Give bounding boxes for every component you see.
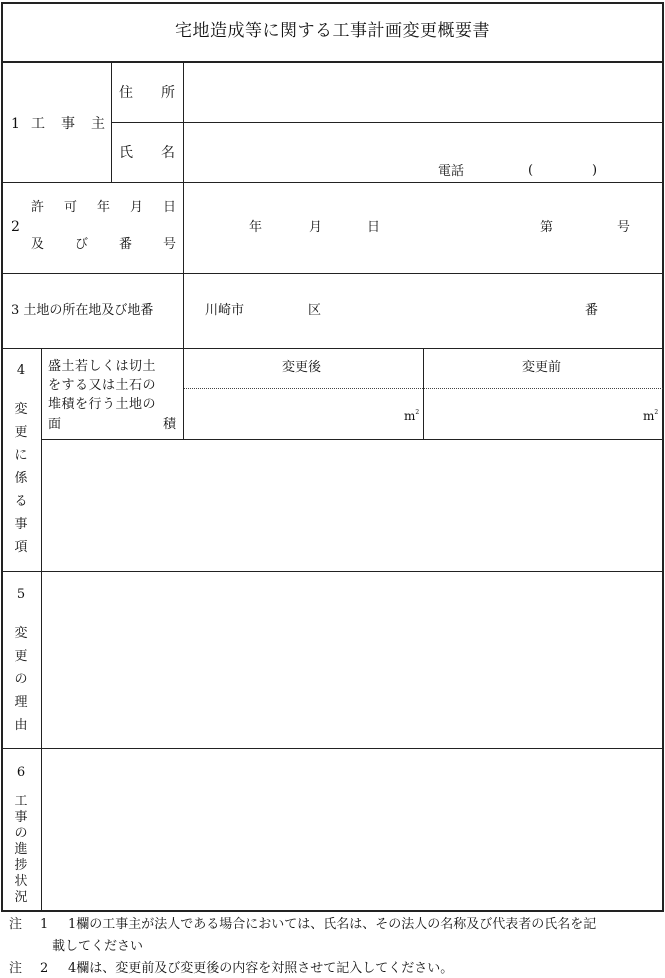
permit-label-char: 月	[130, 200, 144, 215]
area-label-line: 堆積を行う土地の	[48, 397, 157, 412]
changes-heading-char: 項	[14, 540, 28, 555]
reason-field[interactable]	[44, 574, 660, 746]
note2-label: 注	[9, 961, 23, 976]
permit-month-label: 月	[309, 220, 323, 235]
changes-heading	[12, 364, 30, 554]
location-ban: 番	[585, 303, 599, 318]
changes-heading-char: に	[14, 448, 28, 463]
permit-day-label: 日	[367, 220, 381, 235]
frame-bottom-line	[1, 910, 663, 912]
name-field[interactable]	[186, 125, 660, 163]
before-area-unit	[643, 410, 658, 422]
location-ward: 区	[308, 303, 322, 318]
progress-heading-char: 況	[14, 890, 28, 905]
location-field[interactable]	[186, 276, 660, 346]
reason-heading-char: 由	[14, 718, 28, 733]
changes-heading-char: 更	[14, 425, 28, 440]
unit-sup: 2	[654, 409, 659, 416]
permit-label-char: 年	[97, 200, 111, 215]
permit-go-label: 号	[617, 220, 631, 235]
reason-heading-char: 更	[14, 649, 28, 664]
heading-column-line	[41, 348, 42, 911]
progress-heading-char: 事	[14, 810, 28, 825]
area-label-line: 盛土若しくは切土	[48, 359, 157, 374]
progress-heading-char: の	[14, 826, 28, 841]
owner-heading-char: 工	[31, 116, 45, 132]
name-label-char: 名	[161, 145, 175, 161]
changes-heading-char: 事	[14, 517, 28, 532]
address-label-char: 所	[161, 85, 175, 101]
name-label-char: 氏	[119, 145, 133, 161]
permit-dai-label: 第	[540, 220, 554, 235]
permit-label-char: 号	[163, 237, 177, 252]
address-name-separator	[111, 122, 663, 123]
row4-row5-separator	[1, 571, 663, 572]
permit-label-char: 番	[119, 237, 133, 252]
note1-text-cont: 載してください	[52, 939, 144, 954]
changes-detail-field[interactable]	[44, 442, 660, 568]
permit-label-char: 許	[31, 200, 45, 215]
reason-heading-char: の	[14, 672, 28, 687]
title-separator	[1, 61, 663, 63]
unit-m: m	[404, 409, 416, 423]
area-after-field[interactable]	[186, 391, 400, 437]
phone-field[interactable]	[475, 163, 660, 180]
form-title: 宅地造成等に関する工事計画変更概要書	[175, 21, 490, 41]
owner-subcol-line	[111, 62, 112, 182]
reason-heading-char: 理	[14, 695, 28, 710]
progress-number: 6	[16, 765, 26, 780]
frame-left-line	[1, 2, 3, 912]
area-label-char: 面	[48, 417, 62, 432]
permit-label-char: 日	[163, 200, 177, 215]
permit-number: 2	[11, 219, 20, 235]
note2-number: 2	[40, 961, 49, 976]
permit-label-char: び	[75, 237, 89, 252]
owner-number: 1	[11, 116, 20, 132]
note1-number: 1	[40, 917, 49, 932]
area-before-field[interactable]	[426, 391, 640, 437]
changes-heading-char: る	[14, 494, 28, 509]
address-field[interactable]	[186, 64, 660, 120]
area-label-char: 積	[163, 417, 177, 432]
progress-heading-char: 状	[14, 874, 28, 889]
note1-label: 注	[9, 917, 23, 932]
phone-paren-close: )	[592, 163, 598, 178]
after-before-line	[423, 348, 424, 439]
frame-right-line	[662, 2, 664, 912]
address-label-char: 住	[119, 85, 133, 101]
permit-date-number-field[interactable]	[186, 185, 660, 271]
after-area-unit	[404, 410, 419, 422]
owner-heading-char: 主	[91, 116, 105, 132]
changes-heading-char: 係	[14, 471, 28, 486]
unit-sup: 2	[415, 409, 420, 416]
frame-top-line	[1, 2, 663, 4]
progress-heading-char: 工	[14, 794, 28, 809]
reason-heading	[12, 588, 30, 732]
note1-text: 1欄の工事主が法人である場合においては、氏名は、その法人の名称及び代表者の氏名を記	[68, 917, 597, 932]
permit-label-char: 可	[64, 200, 78, 215]
label-value-line	[183, 62, 184, 439]
location-label: 3 土地の所在地及び地番	[11, 303, 154, 318]
changes-number: 4	[16, 363, 26, 378]
row1-row2-separator	[1, 182, 663, 183]
row3-row4-separator	[1, 348, 663, 349]
location-city: 川崎市	[205, 303, 245, 318]
progress-heading	[12, 766, 30, 904]
phone-label: 電話	[438, 164, 465, 179]
progress-heading-char: 捗	[14, 858, 28, 873]
reason-number: 5	[16, 587, 26, 602]
after-change-header: 変更後	[282, 360, 322, 375]
area-label-line: をする又は土石の	[48, 378, 157, 393]
note2-text: 4欄は、変更前及び変更後の内容を対照させて記入してください。	[68, 961, 454, 976]
progress-heading-char: 進	[14, 842, 28, 857]
permit-year-label: 年	[249, 220, 263, 235]
changes-heading-char: 変	[14, 402, 28, 417]
permit-label-char: 及	[31, 237, 45, 252]
unit-m: m	[643, 409, 655, 423]
reason-heading-char: 変	[14, 626, 28, 641]
owner-heading-char: 事	[61, 116, 75, 132]
row2-row3-separator	[1, 273, 663, 274]
phone-paren-open: (	[528, 163, 534, 178]
area-row-bottom-line	[41, 439, 663, 440]
before-change-header: 変更前	[522, 360, 562, 375]
progress-field[interactable]	[44, 751, 660, 908]
row5-row6-separator	[1, 748, 663, 749]
